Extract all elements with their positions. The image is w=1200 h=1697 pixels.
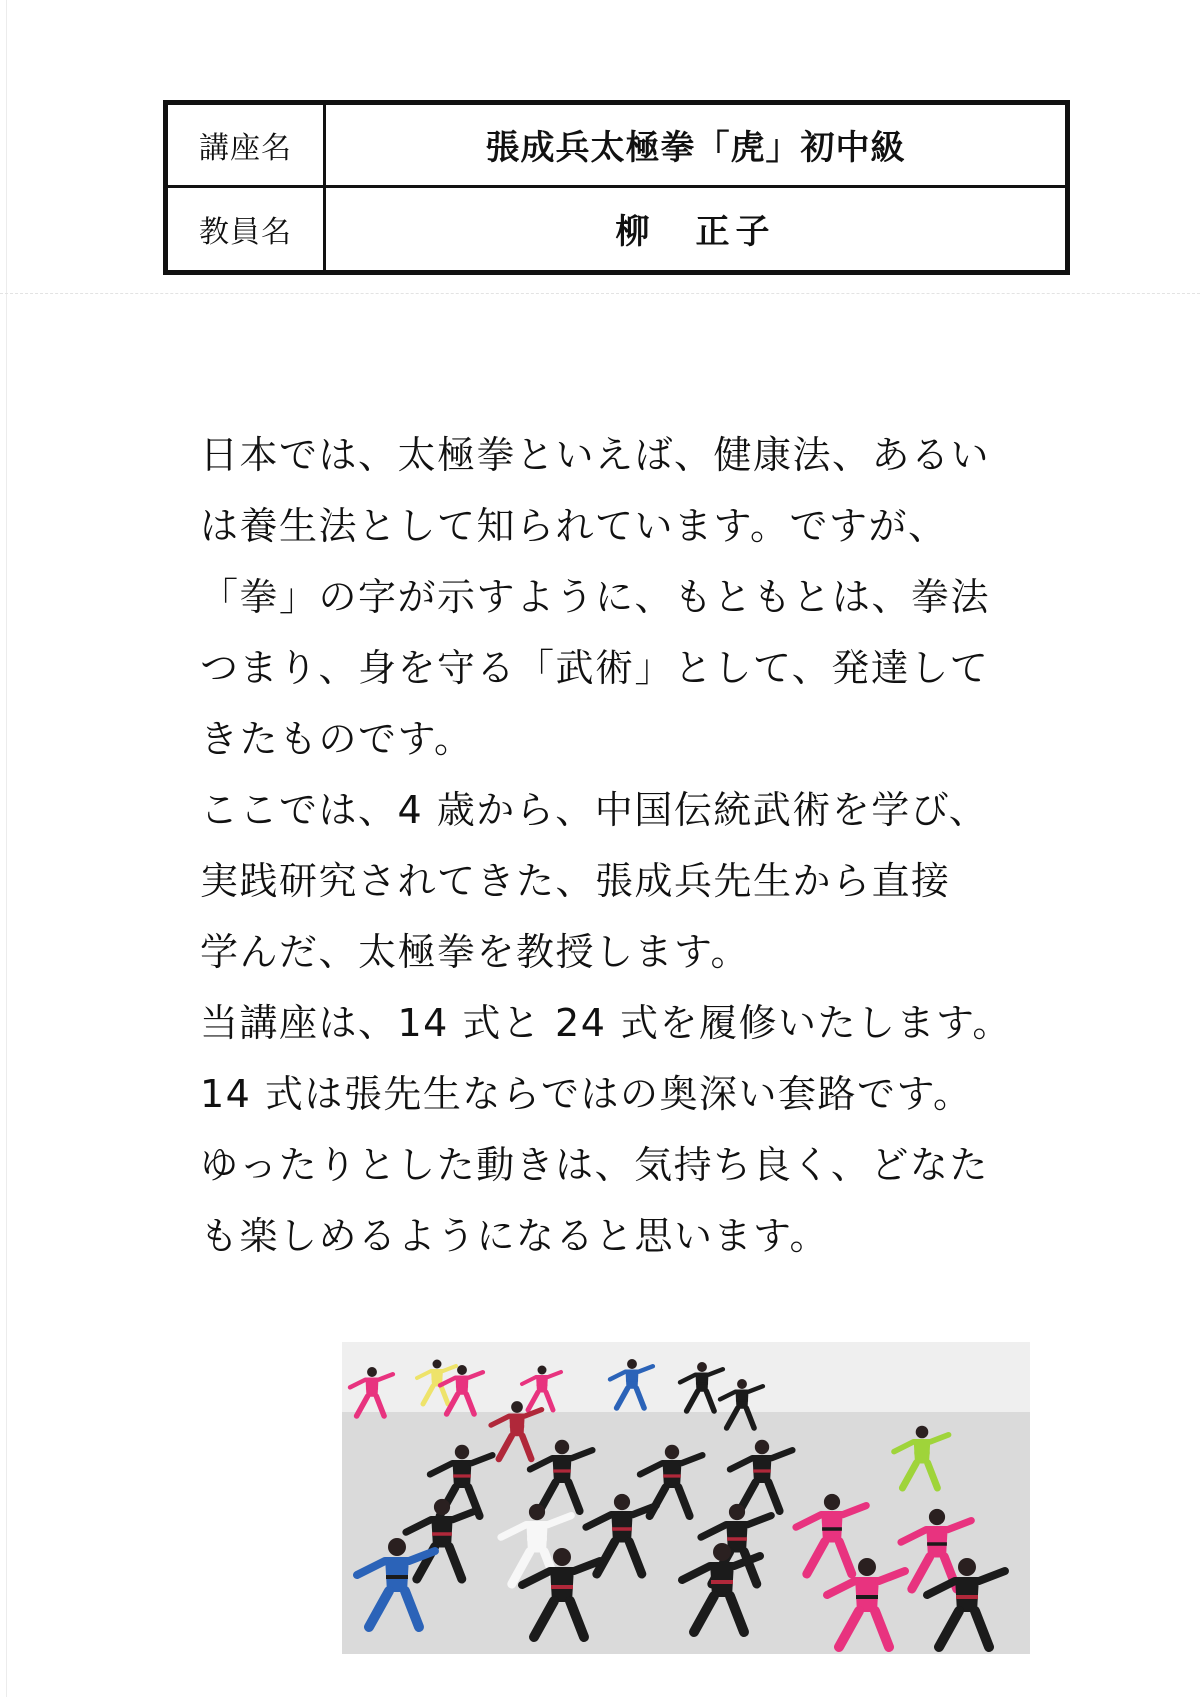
description-line: 日本では、太極拳といえば、健康法、あるい (200, 433, 991, 477)
description-line: きたものです。 (200, 717, 474, 761)
figure-part (529, 1504, 545, 1520)
figure-part (916, 1426, 929, 1439)
course-info-table (163, 100, 1070, 275)
figure-part (538, 1366, 547, 1375)
course-name-label: 講座名 (168, 105, 326, 188)
figure-part (627, 1359, 637, 1369)
figure-part (434, 1499, 450, 1515)
figure-part (729, 1504, 745, 1520)
description-line: も楽しめるようになると思います。 (200, 1214, 829, 1258)
figure-part (614, 1494, 630, 1510)
figure-part (665, 1445, 679, 1459)
description-line: ゆったりとした動きは、気持ち良く、どなた (200, 1143, 989, 1187)
fold-line (0, 293, 1200, 294)
course-name-value: 張成兵太極拳「虎」初中級 (326, 105, 1065, 188)
page-edge (6, 0, 7, 1697)
figure-part (553, 1548, 571, 1566)
description-line: ここでは、4 歳から、中国伝統武術を学び、 (200, 788, 989, 832)
figure-part (455, 1445, 469, 1459)
figure-part (457, 1365, 467, 1375)
figure-part (737, 1379, 747, 1389)
description-line: は養生法として知られています。ですが、 (200, 504, 948, 548)
figure-part (824, 1494, 840, 1510)
figure-part (555, 1440, 569, 1454)
teacher-name-value: 柳 正子 (615, 212, 776, 253)
figure-part (697, 1362, 707, 1372)
figure-part (858, 1558, 876, 1576)
figure-part (388, 1538, 406, 1556)
teacher-name-label: 教員名 (168, 188, 326, 271)
figure-part (433, 1360, 442, 1369)
description-line: 「拳」の字が示すように、もともとは、拳法 (200, 575, 991, 619)
course-description (200, 420, 1060, 1272)
tai-chi-group-photo (342, 1342, 1030, 1654)
tai-chi-photo-illustration (342, 1342, 1030, 1654)
figure-part (367, 1367, 377, 1377)
figure-part (958, 1558, 976, 1576)
figure-part (755, 1440, 769, 1454)
figure-part (713, 1543, 731, 1561)
description-line: 学んだ、太極拳を教授します。 (200, 930, 750, 974)
description-line: 実践研究されてきた、張成兵先生から直接 (200, 859, 951, 903)
description-line: 14 式は張先生ならではの奥深い套路です。 (200, 1072, 973, 1116)
figure-part (511, 1401, 523, 1413)
figure-part (929, 1509, 945, 1525)
description-line: つまり、身を守る「武術」として、発達して (200, 646, 990, 690)
description-line: 当講座は、14 式と 24 式を履修いたします。 (200, 1001, 1012, 1045)
